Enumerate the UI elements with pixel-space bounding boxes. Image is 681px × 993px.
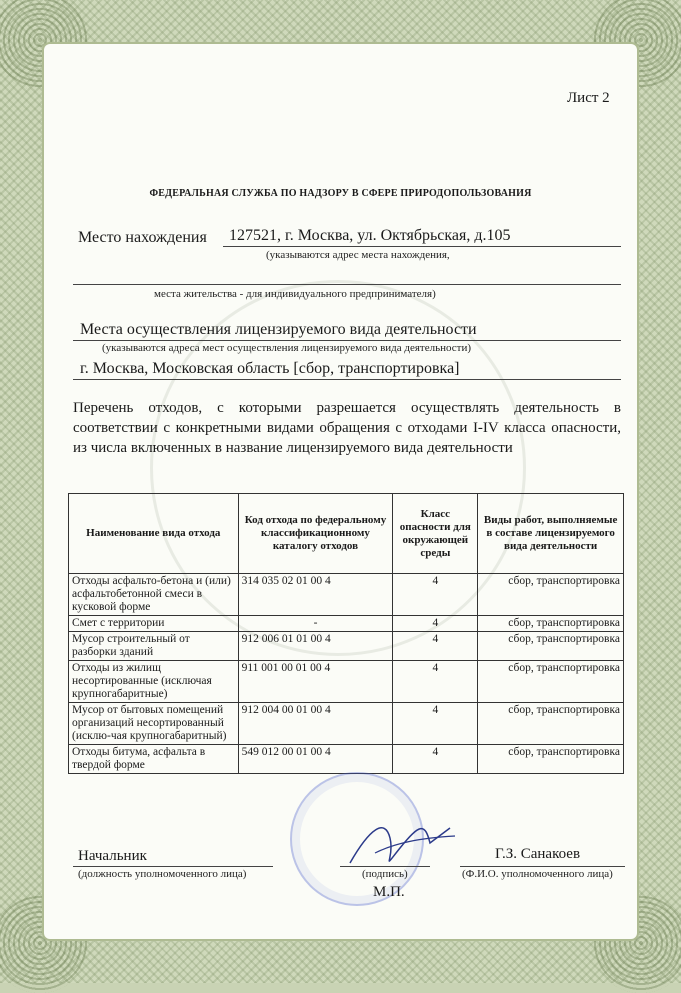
table-row — [69, 661, 624, 703]
signature-underline — [340, 866, 430, 867]
work-types: сбор, транспортировка — [478, 616, 624, 632]
signer-position: Начальник — [78, 848, 147, 864]
signer-name: Г.З. Санакоев — [495, 846, 581, 862]
name-caption: (Ф.И.О. уполномоченного лица) — [462, 868, 613, 880]
hazard-class: 4 — [393, 745, 478, 774]
location-underline — [223, 246, 621, 247]
hazard-class: 4 — [393, 661, 478, 703]
header-waste-code: Код отхода по федеральному классификационному каталогу отходов — [238, 494, 393, 574]
header-waste-name: Наименование вида отхода — [69, 494, 239, 574]
activity-caption: (указываются адреса мест осуществления лицензируемого вида деятельности) — [102, 342, 472, 354]
location-label: Место нахождения — [78, 229, 207, 246]
waste-table — [68, 493, 624, 774]
table-row — [69, 703, 624, 745]
waste-code: 912 006 01 01 00 4 — [238, 632, 393, 661]
waste-list-intro: Перечень отходов, с которыми разрешается осуществлять деятельность в соответствии с конкретными видами обращения с отходами I-IV класса опасности, из числа включенных в название лицензируемого вида деятельности — [73, 400, 621, 456]
waste-code: 314 035 02 01 00 4 — [238, 574, 393, 616]
waste-name: Смет с территории — [69, 616, 239, 632]
activity-label: Места осуществления лицензируемого вида деятельности — [80, 321, 477, 338]
activity-underline — [73, 340, 621, 341]
position-underline — [73, 866, 273, 867]
location-caption-2: места жительства - для индивидуального предпринимателя) — [154, 288, 436, 300]
hazard-class: 4 — [393, 574, 478, 616]
waste-code: 911 001 00 01 00 4 — [238, 661, 393, 703]
header-work-types: Виды работ, выполняемые в составе лицензируемого вида деятельности — [478, 494, 624, 574]
work-types: сбор, транспортировка — [478, 745, 624, 774]
waste-name: Отходы из жилищ несортированные (исключая крупногабаритные) — [69, 661, 239, 703]
agency-title: ФЕДЕРАЛЬНАЯ СЛУЖБА ПО НАДЗОРУ В СФЕРЕ ПРИРОДОПОЛЬЗОВАНИЯ — [149, 188, 532, 199]
name-underline — [460, 866, 625, 867]
waste-name: Мусор от бытовых помещений организаций несортированный (исклю-чая крупногабаритный) — [69, 703, 239, 745]
position-caption: (должность уполномоченного лица) — [78, 868, 247, 880]
work-types: сбор, транспортировка — [478, 632, 624, 661]
location-caption-1: (указываются адрес места нахождения, — [266, 249, 450, 261]
hazard-class: 4 — [393, 632, 478, 661]
waste-code: 549 012 00 01 00 4 — [238, 745, 393, 774]
sheet-number: Лист 2 — [567, 90, 610, 106]
work-types: сбор, транспортировка — [478, 661, 624, 703]
activity-value: г. Москва, Московская область [сбор, транспортировка] — [80, 360, 460, 377]
table-row — [69, 745, 624, 774]
location-underline-2 — [73, 284, 621, 285]
location-value: 127521, г. Москва, ул. Октябрьская, д.105 — [229, 227, 511, 244]
seal-place-label: М.П. — [373, 884, 405, 900]
table-row — [69, 616, 624, 632]
table-header-row — [69, 494, 624, 574]
table-row — [69, 632, 624, 661]
waste-code: - — [238, 616, 393, 632]
hazard-class: 4 — [393, 703, 478, 745]
signature-caption: (подпись) — [362, 868, 408, 880]
waste-name: Отходы асфальто-бетона и (или) асфальтобетонной смеси в кусковой форме — [69, 574, 239, 616]
header-hazard-class: Класс опасности для окружающей среды — [393, 494, 478, 574]
activity-underline-2 — [73, 379, 621, 380]
work-types: сбор, транспортировка — [478, 703, 624, 745]
waste-name: Мусор строительный от разборки зданий — [69, 632, 239, 661]
table-row — [69, 574, 624, 616]
work-types: сбор, транспортировка — [478, 574, 624, 616]
hazard-class: 4 — [393, 616, 478, 632]
waste-name: Отходы битума, асфальта в твердой форме — [69, 745, 239, 774]
waste-code: 912 004 00 01 00 4 — [238, 703, 393, 745]
